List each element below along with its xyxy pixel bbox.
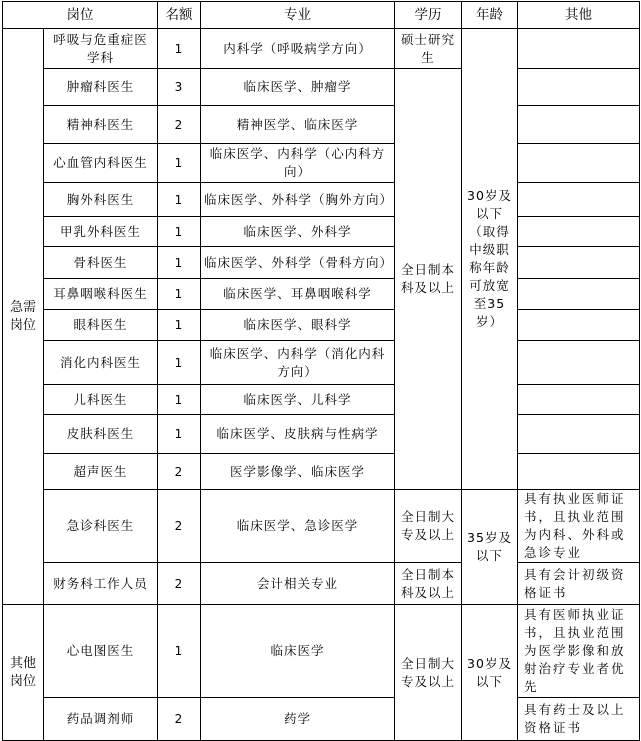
other-cell xyxy=(518,106,640,144)
position-cell: 甲乳外科医生 xyxy=(44,217,158,247)
position-cell: 心电图医生 xyxy=(44,605,158,698)
other-cell xyxy=(518,217,640,247)
table-row xyxy=(3,183,640,217)
table-row xyxy=(3,310,640,341)
major-cell: 临床医学、内科学（消化内科方向） xyxy=(201,341,395,385)
table-row xyxy=(3,106,640,144)
other-cell xyxy=(518,415,640,454)
category-cell: 急需岗位 xyxy=(3,29,44,605)
major-cell: 临床医学、外科学（胸外方向） xyxy=(201,183,395,217)
table-row xyxy=(3,247,640,279)
header-row xyxy=(3,2,640,29)
quota-cell: 1 xyxy=(158,247,201,279)
table-row xyxy=(3,563,640,605)
major-cell: 临床医学、儿科学 xyxy=(201,385,395,415)
header-education: 学历 xyxy=(395,2,462,29)
table-row xyxy=(3,144,640,183)
header-position: 岗位 xyxy=(3,2,158,29)
quota-cell: 2 xyxy=(158,490,201,563)
quota-cell: 2 xyxy=(158,563,201,605)
position-cell: 消化内科医生 xyxy=(44,341,158,385)
recruitment-table xyxy=(2,1,640,741)
other-cell xyxy=(518,144,640,183)
quota-cell: 1 xyxy=(158,385,201,415)
quota-cell: 1 xyxy=(158,341,201,385)
major-cell: 内科学（呼吸病学方向） xyxy=(201,29,395,69)
major-cell: 临床医学、外科学 xyxy=(201,217,395,247)
position-cell: 儿科医生 xyxy=(44,385,158,415)
other-cell: 具有医师执业证书，且执业范围为医学影像和放射治疗专业者优先 xyxy=(518,605,640,698)
quota-cell: 1 xyxy=(158,217,201,247)
position-cell: 财务科工作人员 xyxy=(44,563,158,605)
quota-cell: 1 xyxy=(158,279,201,310)
other-cell: 具有药士及以上资格证书 xyxy=(518,698,640,741)
major-cell: 药学 xyxy=(201,698,395,741)
age-cell: 30岁及以下 xyxy=(462,605,518,741)
position-cell: 急诊科医生 xyxy=(44,490,158,563)
category-cell: 其他岗位 xyxy=(3,605,44,741)
major-cell: 临床医学、肿瘤学 xyxy=(201,69,395,106)
major-cell: 会计相关专业 xyxy=(201,563,395,605)
table-row xyxy=(3,490,640,563)
position-cell: 耳鼻咽喉科医生 xyxy=(44,279,158,310)
other-cell xyxy=(518,385,640,415)
education-cell: 全日制大专及以上 xyxy=(395,605,462,741)
other-cell xyxy=(518,29,640,69)
table-row xyxy=(3,605,640,698)
age-cell: 35岁及以下 xyxy=(462,490,518,605)
quota-cell: 1 xyxy=(158,183,201,217)
quota-cell: 1 xyxy=(158,144,201,183)
table-row xyxy=(3,698,640,741)
position-cell: 胸外科医生 xyxy=(44,183,158,217)
major-cell: 临床医学、内科学（心内科方向） xyxy=(201,144,395,183)
major-cell: 临床医学、外科学（骨科方向） xyxy=(201,247,395,279)
position-cell: 药品调剂师 xyxy=(44,698,158,741)
other-cell xyxy=(518,247,640,279)
position-cell: 心血管内科医生 xyxy=(44,144,158,183)
position-cell: 精神科医生 xyxy=(44,106,158,144)
age-cell: 30岁及以下（取得中级职称年龄可放宽至35岁） xyxy=(462,29,518,490)
table-row xyxy=(3,385,640,415)
major-cell: 临床医学、急诊医学 xyxy=(201,490,395,563)
quota-cell: 1 xyxy=(158,310,201,341)
quota-cell: 1 xyxy=(158,415,201,454)
education-cell: 硕士研究生 xyxy=(395,29,462,69)
major-cell: 临床医学、眼科学 xyxy=(201,310,395,341)
quota-cell: 2 xyxy=(158,106,201,144)
table-row xyxy=(3,29,640,69)
major-cell: 医学影像学、临床医学 xyxy=(201,454,395,490)
other-cell: 具有执业医师证书，且执业范围为内科、外科或急诊专业 xyxy=(518,490,640,563)
quota-cell: 1 xyxy=(158,29,201,69)
other-cell xyxy=(518,310,640,341)
quota-cell: 2 xyxy=(158,454,201,490)
position-cell: 骨科医生 xyxy=(44,247,158,279)
table-row xyxy=(3,279,640,310)
other-cell xyxy=(518,279,640,310)
education-cell: 全日制本科及以上 xyxy=(395,69,462,490)
position-cell: 皮肤科医生 xyxy=(44,415,158,454)
position-cell: 眼科医生 xyxy=(44,310,158,341)
position-cell: 超声医生 xyxy=(44,454,158,490)
position-cell: 呼吸与危重症医学科 xyxy=(44,29,158,69)
other-cell xyxy=(518,454,640,490)
other-cell xyxy=(518,183,640,217)
other-cell: 具有会计初级资格证书 xyxy=(518,563,640,605)
quota-cell: 2 xyxy=(158,698,201,741)
table-row xyxy=(3,341,640,385)
table-row xyxy=(3,217,640,247)
education-cell: 全日制本科及以上 xyxy=(395,563,462,605)
header-age: 年龄 xyxy=(462,2,518,29)
major-cell: 临床医学 xyxy=(201,605,395,698)
position-cell: 肿瘤科医生 xyxy=(44,69,158,106)
table-row xyxy=(3,415,640,454)
table-row xyxy=(3,454,640,490)
major-cell: 临床医学、耳鼻咽喉科学 xyxy=(201,279,395,310)
major-cell: 临床医学、皮肤病与性病学 xyxy=(201,415,395,454)
major-cell: 精神医学、临床医学 xyxy=(201,106,395,144)
quota-cell: 1 xyxy=(158,605,201,698)
quota-cell: 3 xyxy=(158,69,201,106)
education-cell: 全日制大专及以上 xyxy=(395,490,462,563)
header-quota: 名额 xyxy=(158,2,201,29)
header-major: 专业 xyxy=(201,2,395,29)
other-cell xyxy=(518,69,640,106)
header-other: 其他 xyxy=(518,2,640,29)
other-cell xyxy=(518,341,640,385)
table-row xyxy=(3,69,640,106)
